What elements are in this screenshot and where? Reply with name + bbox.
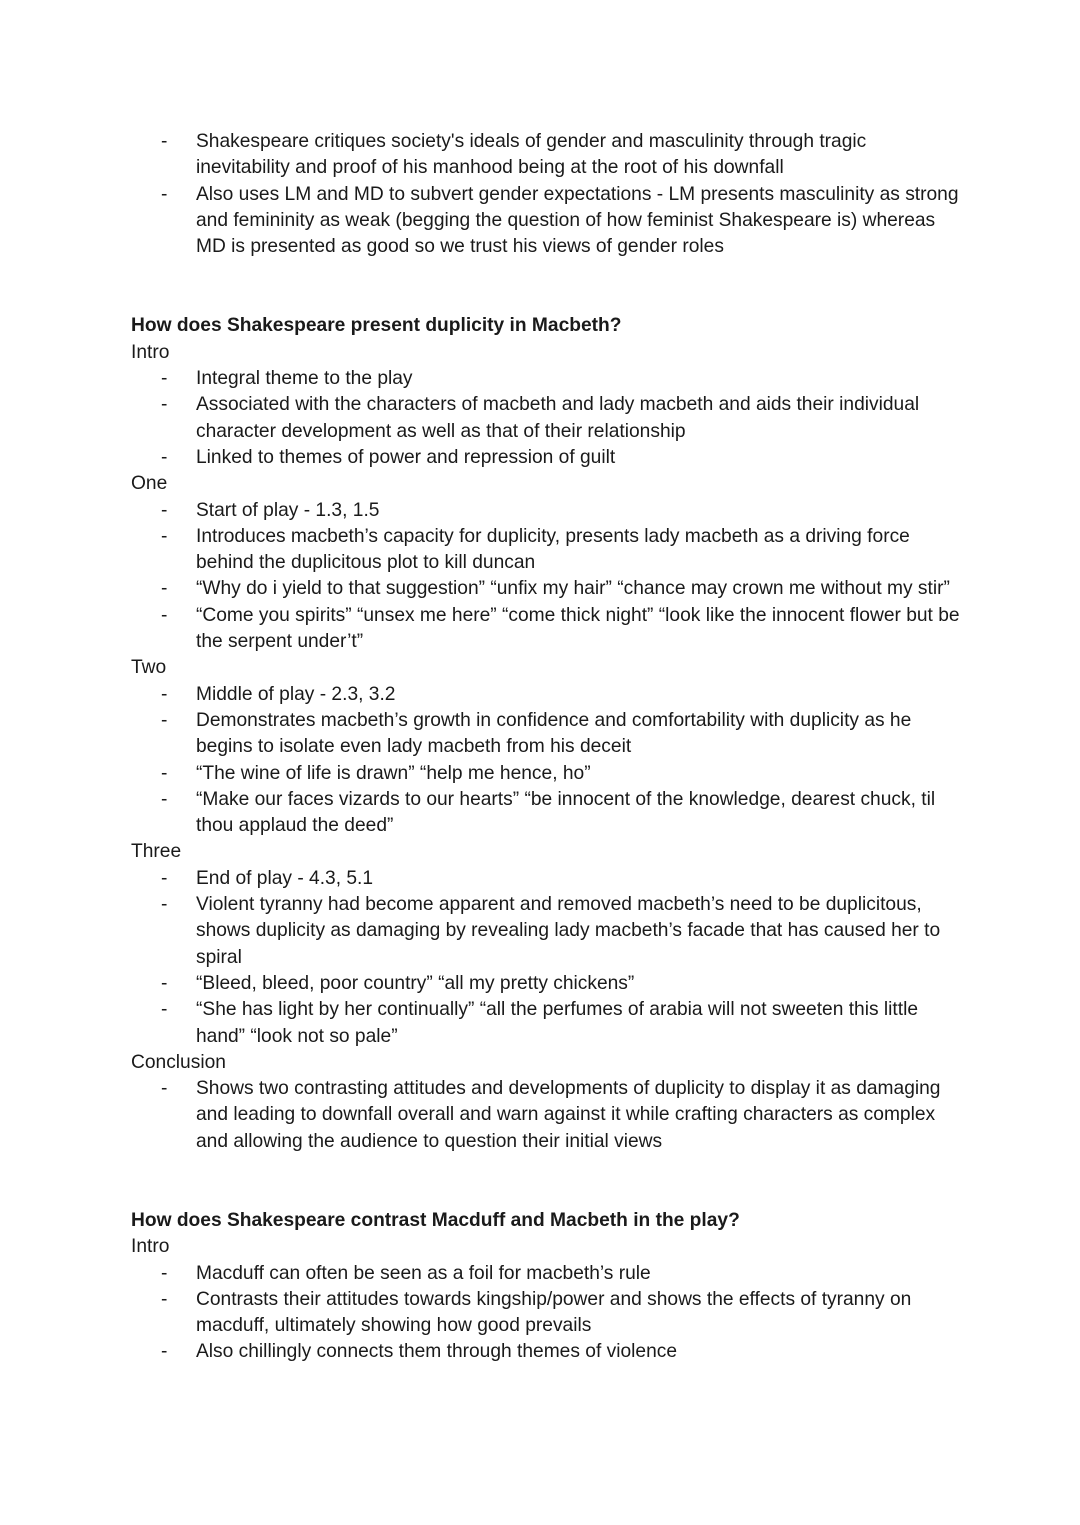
bullet-item bbox=[131, 498, 961, 524]
bullet-text: Associated with the characters of macbeth and lady macbeth and aids their individual character development as well as that of their relationship bbox=[196, 394, 920, 442]
bullet-item bbox=[131, 1076, 961, 1155]
section-macduff-macbeth bbox=[131, 1208, 961, 1366]
bullet-text: Violent tyranny had become apparent and removed macbeth’s need to be duplicitous, shows duplicity as damaging by revealing lady macbeth’s facade that has caused her to spiral bbox=[196, 894, 941, 968]
bullet-text: Integral theme to the play bbox=[196, 368, 413, 390]
bullet-text: Shakespeare critiques society's ideals of gender and masculinity through tragic inevitability and proof of his manhood being at the root of his downfall bbox=[196, 131, 867, 179]
bullet-list bbox=[131, 682, 961, 840]
bullet-item bbox=[131, 997, 961, 1050]
dash-icon: - bbox=[161, 578, 168, 600]
bullet-text: Introduces macbeth’s capacity for duplicity, presents lady macbeth as a driving force behind the duplicitous plot to kill duncan bbox=[196, 525, 910, 574]
part-label-intro: Intro bbox=[131, 1236, 170, 1258]
bullet-item bbox=[131, 708, 961, 761]
bullet-item bbox=[131, 603, 961, 656]
dash-icon: - bbox=[161, 394, 168, 416]
bullet-list bbox=[131, 1076, 961, 1155]
bullet-item bbox=[131, 1287, 961, 1340]
part-label-conclusion: Conclusion bbox=[131, 1051, 226, 1073]
dash-icon: - bbox=[161, 999, 168, 1021]
section-duplicity bbox=[131, 313, 961, 1155]
dash-icon: - bbox=[161, 709, 168, 731]
bullet-text: “Make our faces vizards to our hearts” “be innocent of the knowledge, dearest chuck, til thou applaud the deed” bbox=[196, 788, 936, 837]
bullet-item bbox=[131, 182, 961, 261]
dash-icon: - bbox=[161, 183, 168, 205]
bullet-text: Demonstrates macbeth’s growth in confidence and comfortability with duplicity as he begins to isolate even lady macbeth from his deceit bbox=[196, 709, 912, 758]
dash-icon: - bbox=[161, 446, 168, 468]
bullet-item bbox=[131, 866, 961, 892]
section-heading: How does Shakespeare contrast Macduff and Macbeth in the play? bbox=[131, 1209, 740, 1231]
bullet-item bbox=[131, 366, 961, 392]
bullet-item bbox=[131, 576, 961, 602]
dash-icon: - bbox=[161, 1078, 168, 1100]
bullet-text: Also chillingly connects them through themes of violence bbox=[196, 1341, 678, 1363]
bullet-list bbox=[131, 1261, 961, 1366]
section-spacer bbox=[131, 1155, 961, 1208]
top-bullet-list bbox=[131, 129, 961, 260]
bullet-item bbox=[131, 1339, 961, 1365]
dash-icon: - bbox=[161, 788, 168, 810]
dash-icon: - bbox=[161, 1288, 168, 1310]
bullet-list bbox=[131, 498, 961, 656]
bullet-item bbox=[131, 445, 961, 471]
dash-icon: - bbox=[161, 1262, 168, 1284]
bullet-item bbox=[131, 971, 961, 997]
bullet-text: Linked to themes of power and repression of guilt bbox=[196, 446, 616, 468]
dash-icon: - bbox=[161, 762, 168, 784]
part-label-two: Two bbox=[131, 657, 167, 679]
bullet-text: Also uses LM and MD to subvert gender expectations - LM presents masculinity as strong and femininity as weak (begging the question of how feminist Shakespeare is) whereas MD is presented as good so we trust his views of gender roles bbox=[196, 183, 959, 258]
part-label-intro: Intro bbox=[131, 341, 170, 363]
dash-icon: - bbox=[161, 131, 168, 152]
dash-icon: - bbox=[161, 525, 168, 547]
bullet-list bbox=[131, 366, 961, 471]
bullet-item bbox=[131, 392, 961, 445]
dash-icon: - bbox=[161, 894, 168, 916]
dash-icon: - bbox=[161, 499, 168, 521]
bullet-text: Shows two contrasting attitudes and developments of duplicity to display it as damaging and leading to downfall overall and warn against it while crafting characters as complex and allowing the audience to question their initial views bbox=[196, 1078, 941, 1152]
bullet-item bbox=[131, 787, 961, 840]
bullet-text: Middle of play - 2.3, 3.2 bbox=[196, 683, 396, 705]
part-label-three: Three bbox=[131, 841, 182, 863]
bullet-text: “The wine of life is drawn” “help me hence, ho” bbox=[196, 762, 591, 784]
bullet-item bbox=[131, 524, 961, 577]
bullet-item bbox=[131, 761, 961, 787]
bullet-list bbox=[131, 866, 961, 1050]
dash-icon: - bbox=[161, 1341, 168, 1363]
dash-icon: - bbox=[161, 867, 168, 889]
document-body bbox=[131, 129, 961, 1366]
dash-icon: - bbox=[161, 683, 168, 705]
bullet-text: Start of play - 1.3, 1.5 bbox=[196, 499, 380, 521]
section-heading: How does Shakespeare present duplicity in Macbeth? bbox=[131, 315, 622, 337]
section-spacer bbox=[131, 260, 961, 313]
bullet-text: End of play - 4.3, 5.1 bbox=[196, 867, 374, 889]
bullet-text: Contrasts their attitudes towards kingship/power and shows the effects of tyranny on macduff, ultimately showing how good prevails bbox=[196, 1288, 912, 1337]
bullet-item bbox=[131, 129, 961, 182]
bullet-text: Macduff can often be seen as a foil for macbeth’s rule bbox=[196, 1262, 651, 1284]
bullet-text: “Come you spirits” “unsex me here” “come thick night” “look like the innocent flower but be the serpent under’t” bbox=[196, 604, 960, 653]
bullet-text: “She has light by her continually” “all the perfumes of arabia will not sweeten this little hand” “look not so pale” bbox=[196, 999, 919, 1047]
bullet-item bbox=[131, 682, 961, 708]
bullet-item bbox=[131, 892, 961, 971]
dash-icon: - bbox=[161, 972, 168, 994]
part-label-one: One bbox=[131, 473, 168, 495]
dash-icon: - bbox=[161, 368, 168, 390]
dash-icon: - bbox=[161, 604, 168, 626]
bullet-text: “Why do i yield to that suggestion” “unfix my hair” “chance may crown me without my stir” bbox=[196, 578, 950, 600]
bullet-text: “Bleed, bleed, poor country” “all my pretty chickens” bbox=[196, 972, 635, 994]
bullet-item bbox=[131, 1261, 961, 1287]
